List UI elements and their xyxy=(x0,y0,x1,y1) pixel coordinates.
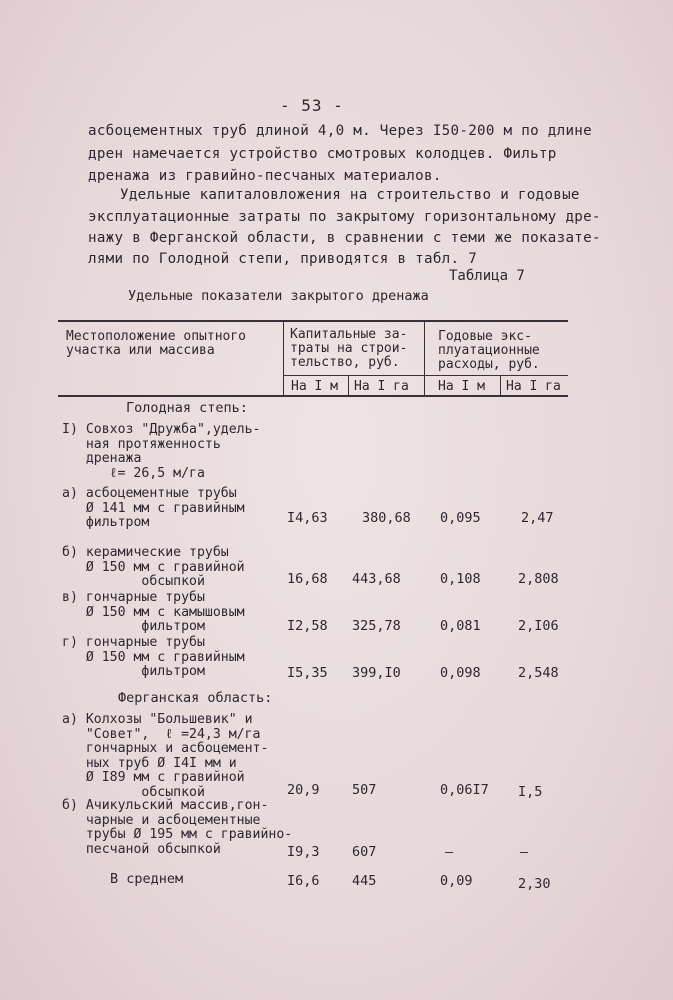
paragraph-line: дренажа из гравийно-песчаных материалов. xyxy=(88,168,442,184)
row-label: а) асбоцементные трубы Ø 141 мм с гравийным фильтром xyxy=(62,486,245,531)
section-heading: Ферганская область: xyxy=(118,690,273,706)
column-divider xyxy=(283,321,284,396)
cell-annual-per-ha: 2,47 xyxy=(521,510,554,526)
cell-capital-per-m: I4,63 xyxy=(287,510,328,526)
cell-capital-per-ha: 507 xyxy=(352,782,377,798)
paragraph-line: дрен намечается устройство смотровых колодцев. Фильтр xyxy=(88,146,557,162)
row-label: б) керамические трубы Ø 150 мм с гравийной обсыпкой xyxy=(62,545,245,590)
cell-annual-per-m: 0,108 xyxy=(440,571,481,587)
cell-annual-per-m: 0,095 xyxy=(440,510,481,526)
paragraph-line: эксплуатационные затраты по закрытому горизонтальному дре- xyxy=(88,209,601,225)
table-title: Удельные показатели закрытого дренажа xyxy=(128,288,429,304)
page-number: - 53 - xyxy=(280,96,344,115)
average-label: В среднем xyxy=(110,871,184,887)
cell-annual-per-ha: 2,548 xyxy=(518,665,559,681)
cell-capital-per-ha: 443,68 xyxy=(352,571,401,587)
cell-annual-per-ha: I,5 xyxy=(518,784,543,800)
cell-annual-per-m: 0,06I7 xyxy=(440,782,489,798)
header-capital: Капитальные за- траты на строи- тельство, руб. xyxy=(290,327,408,370)
cell-annual-per-ha: 2,30 xyxy=(518,876,551,892)
cell-annual-per-ha: 2,808 xyxy=(518,571,559,587)
header-bottom-rule xyxy=(58,395,568,397)
cell-annual-per-ha: 2,I06 xyxy=(518,618,559,634)
column-divider xyxy=(500,376,501,396)
cell-annual-per-m: 0,09 xyxy=(440,873,473,889)
cell-annual-per-ha: – xyxy=(520,844,529,860)
cell-capital-per-m: I6,6 xyxy=(287,873,320,889)
paragraph-line: асбоцементных труб длиной 4,0 м. Через I50-200 м по длине xyxy=(88,123,592,139)
paragraph-line: нажу в Ферганской области, в сравнении с теми же показате- xyxy=(88,230,601,246)
row-label: а) Колхозы "Большевик" и "Совет", ℓ =24,3 м/га гончарных и асбоцемент- ных труб Ø I4I мм и Ø I89 мм с гравийной обсыпкой xyxy=(62,712,269,800)
header-annual-per-ha: На I га xyxy=(506,379,561,394)
cell-annual-per-m: 0,098 xyxy=(440,665,481,681)
cell-capital-per-ha: 399,I0 xyxy=(352,665,401,681)
subheader-rule xyxy=(283,375,568,376)
row-label: б) Ачикульский массив,гон- чарные и асбоцементные трубы Ø 195 мм с гравийно- песчаной обсыпкой xyxy=(62,798,293,857)
cell-capital-per-ha: 607 xyxy=(352,844,377,860)
header-capital-per-m: На I м xyxy=(291,379,338,394)
cell-capital-per-m: I2,58 xyxy=(287,618,328,634)
header-annual: Годовые экс- плуатационные расходы, руб. xyxy=(438,329,540,372)
header-location: Местоположение опытного участка или массива xyxy=(66,329,247,358)
paragraph-line: лями по Голодной степи, приводятся в табл. 7 xyxy=(88,251,478,267)
paragraph-line: Удельные капиталовложения на строительство и годовые xyxy=(120,187,580,203)
cell-capital-per-m: I9,3 xyxy=(287,844,320,860)
cell-capital-per-ha: 445 xyxy=(352,873,377,889)
table-top-rule xyxy=(58,320,568,322)
column-divider xyxy=(348,376,349,396)
header-capital-per-ha: На I га xyxy=(354,379,409,394)
row-label: в) гончарные трубы Ø 150 мм с камышовым фильтром xyxy=(62,590,245,635)
table-caption: Таблица 7 xyxy=(449,268,525,284)
row-label: I) Совхоз "Дружба",удель- ная протяженность дренажа ℓ= 26,5 м/га xyxy=(62,422,261,481)
row-label: г) гончарные трубы Ø 150 мм с гравийным фильтром xyxy=(62,635,245,680)
cell-capital-per-ha: 325,78 xyxy=(352,618,401,634)
header-annual-per-m: На I м xyxy=(438,379,485,394)
cell-annual-per-m: 0,081 xyxy=(440,618,481,634)
section-heading: Голодная степь: xyxy=(126,400,248,416)
cell-capital-per-m: I5,35 xyxy=(287,665,328,681)
cell-annual-per-m: – xyxy=(445,844,454,860)
column-divider xyxy=(424,321,425,396)
cell-capital-per-m: 16,68 xyxy=(287,571,328,587)
cell-capital-per-ha: 380,68 xyxy=(362,510,411,526)
cell-capital-per-m: 20,9 xyxy=(287,782,320,798)
